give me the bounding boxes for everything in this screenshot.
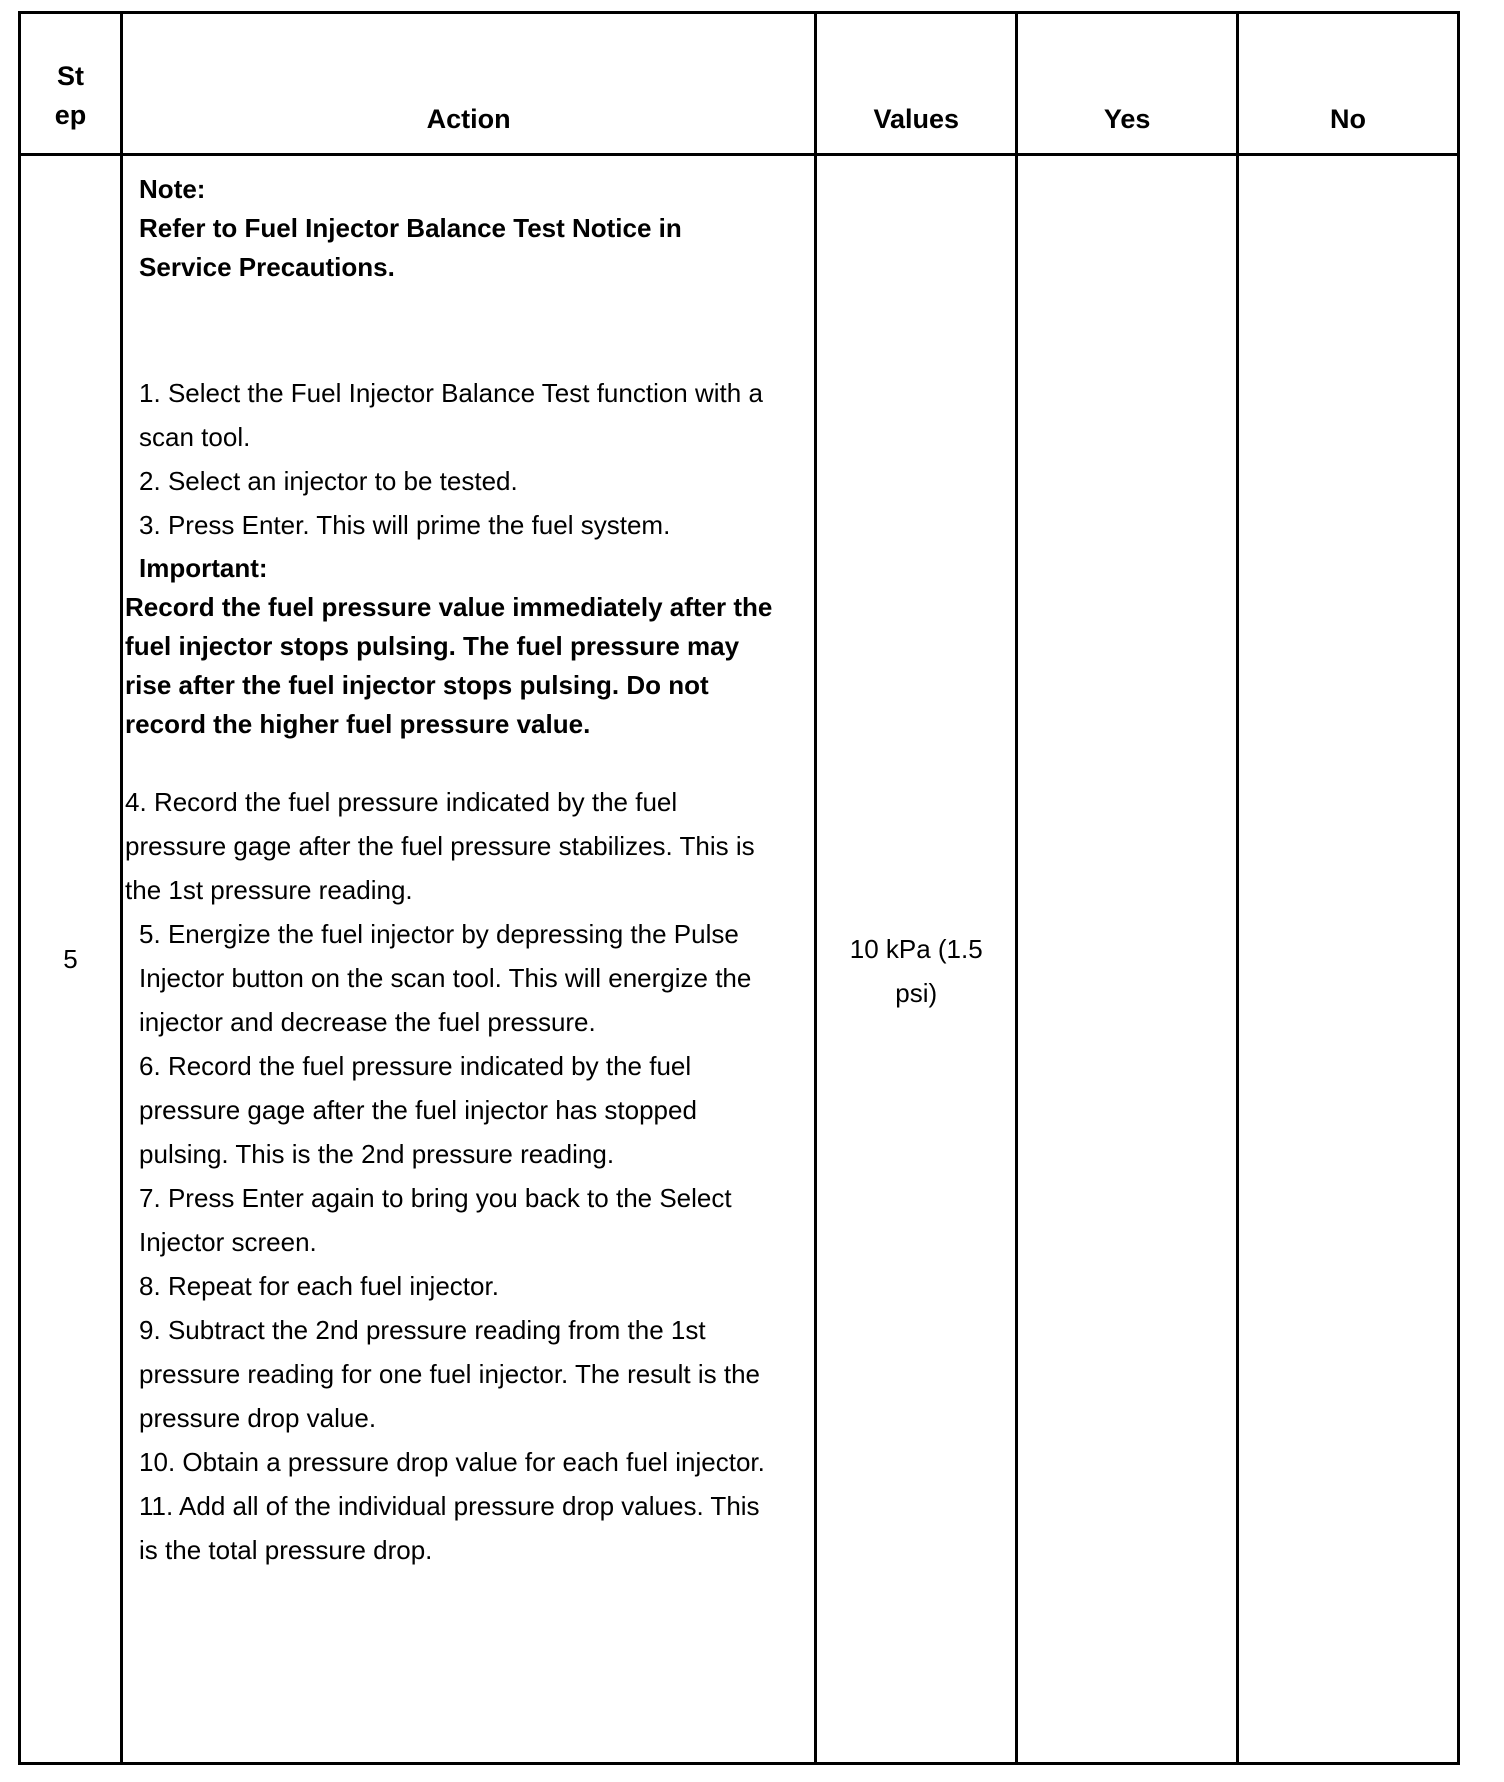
yes-cell [1017,155,1238,1764]
list-item: 1. Select the Fuel Injector Balance Test function with a scan tool. [139,378,763,452]
diagnostic-table-sheet [18,11,1460,1765]
list-item: 6. Record the fuel pressure indicated by the fuel pressure gage after the fuel injector has stopped pulsing. This is the 2nd pressure reading. [139,1051,697,1169]
list-item: 8. Repeat for each fuel injector. [139,1271,499,1301]
important-heading: Important: [139,553,268,583]
header-step-label: St ep [54,61,87,130]
diagnostic-table [18,11,1460,1765]
no-cell [1238,155,1459,1764]
pressure-value: 10 kPa (1.5 psi) [849,934,983,1008]
values-cell [816,155,1017,1764]
steps-list-part1 [139,371,779,547]
steps-list-part2 [125,780,779,1572]
header-no: No [1238,13,1459,155]
header-yes: Yes [1017,13,1238,155]
list-item: 9. Subtract the 2nd pressure reading from the 1st pressure reading for one fuel injector. The result is the pressure drop value. [139,1315,761,1433]
note-text: Refer to Fuel Injector Balance Test Notice in Service Precautions. [139,213,682,282]
note-heading: Note: [139,174,206,204]
important-text: Record the fuel pressure value immediately after the fuel injector stops pulsing. The fuel pressure may rise after the fuel injector stops pulsing. Do not record the higher fuel pressure value. [125,592,773,739]
step-number: 5 [20,155,122,1764]
list-item: 7. Press Enter again to bring you back to the Select Injector screen. [139,1183,732,1257]
header-step [20,13,122,155]
list-item: 10. Obtain a pressure drop value for each fuel injector. [139,1447,765,1477]
action-cell [122,155,816,1764]
header-action: Action [122,13,816,155]
list-item: 11. Add all of the individual pressure drop values. This is the total pressure drop. [139,1491,760,1565]
action-content [123,156,779,1572]
list-item: 5. Energize the fuel injector by depressing the Pulse Injector button on the scan tool. This will energize the injector and decrease the fuel pressure. [139,919,752,1037]
list-item: 3. Press Enter. This will prime the fuel system. [139,510,671,540]
table-row [20,155,1459,1764]
header-values: Values [816,13,1017,155]
list-item: 4. Record the fuel pressure indicated by the fuel pressure gage after the fuel pressure stabilizes. This is the 1st pressure reading. [125,787,755,905]
table-header-row [20,13,1459,155]
list-item: 2. Select an injector to be tested. [139,466,518,496]
note-block [139,170,779,287]
